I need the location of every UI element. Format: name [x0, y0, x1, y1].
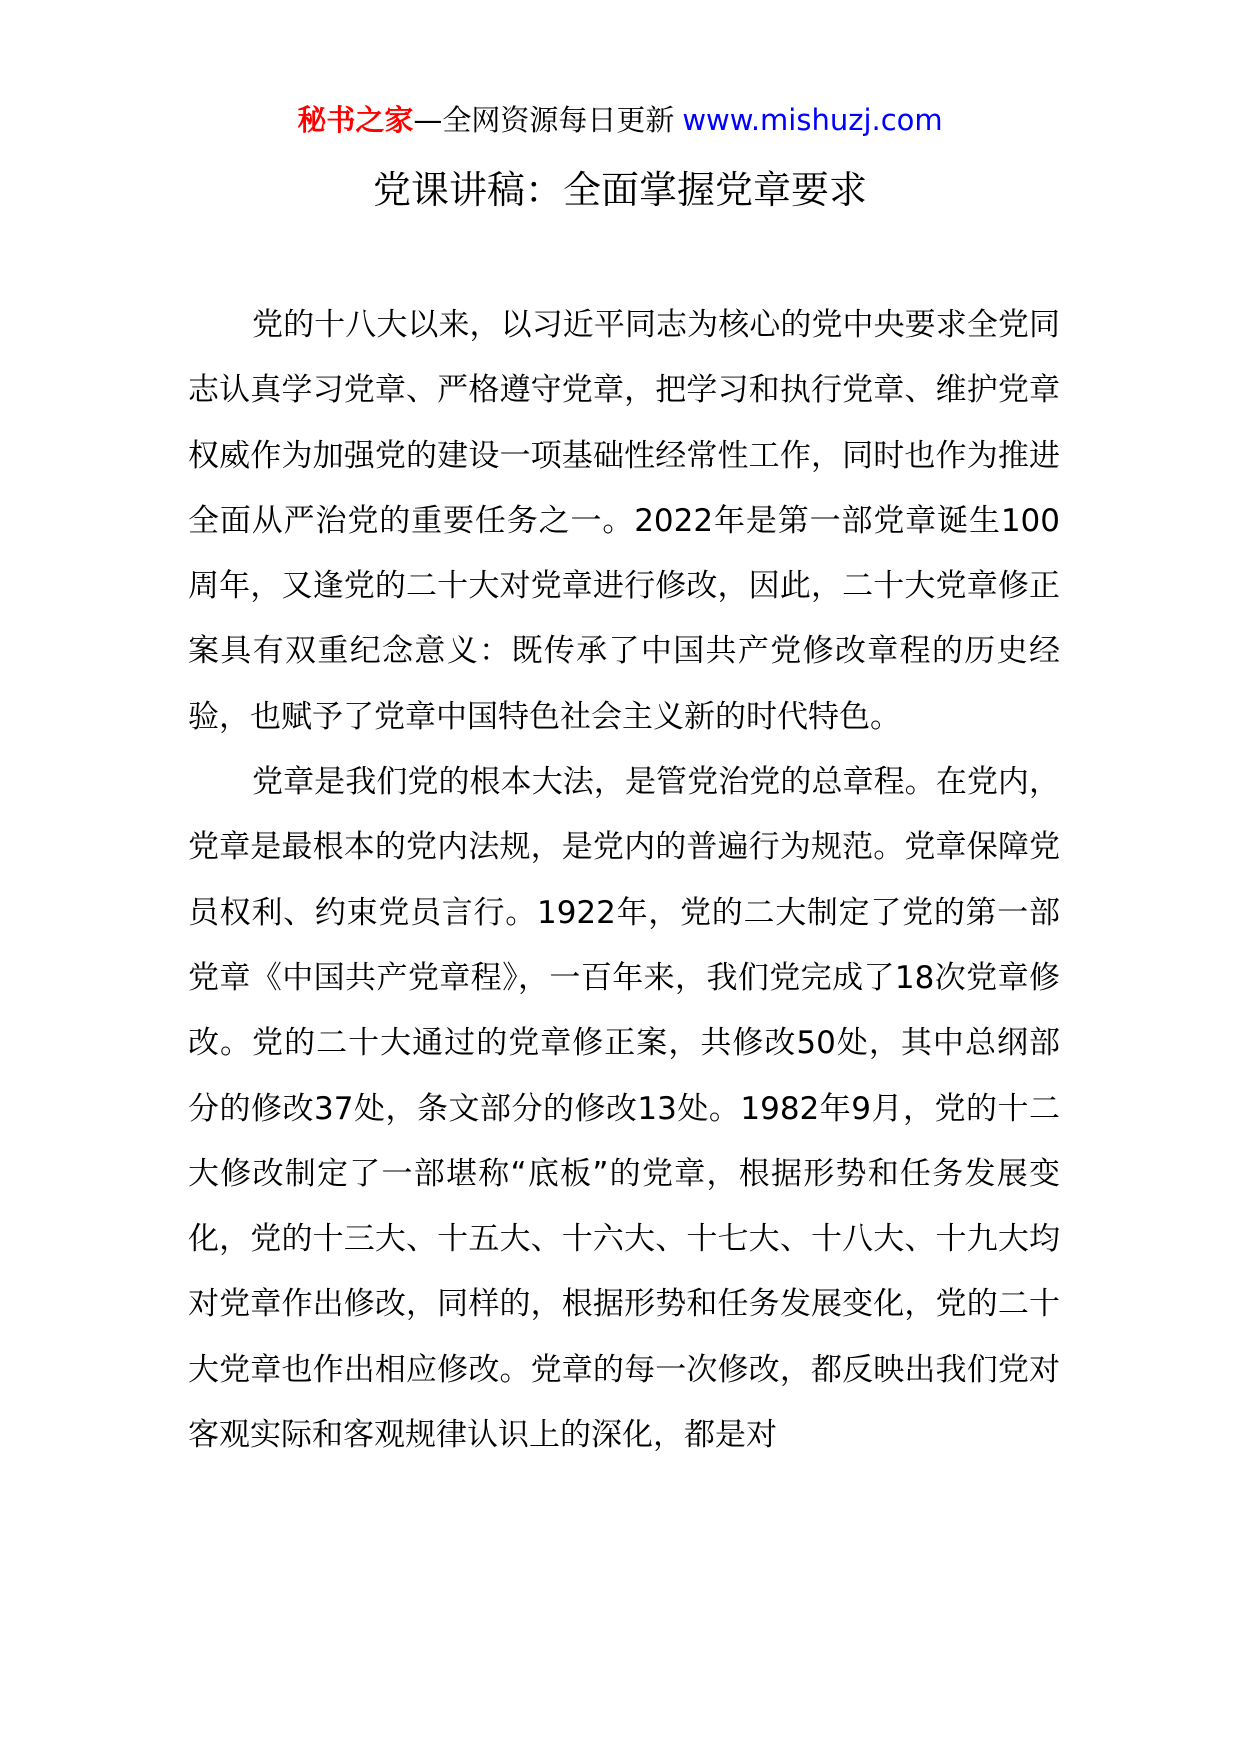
- brand-name: 秘书之家: [297, 103, 414, 137]
- paragraph-2: 党章是我们党的根本大法，是管党治党的总章程。在党内，党章是最根本的党内法规，是党内的普遍行为规范。党章保障党员权利、约束党员言行。1922年，党的二大制定了党的第一部党章《中国共产党章程》，一百年来，我们党完成了18次党章修改。党的二十大通过的党章修正案，共修改50处，其中总纲部分的修改37处，条文部分的修改13处。1982年9月，党的十二大修改制定了一部堪称“底板”的党章，根据形势和任务发展变化，党的十三大、十五大、十六大、十七大、十八大、十九大均对党章作出修改，同样的，根据形势和任务发展变化，党的二十大党章也作出相应修改。党章的每一次修改，都反映出我们党对客观实际和客观规律认识上的深化，都是对: [188, 764, 1060, 1454]
- site-url-link[interactable]: www.mishuzj.com: [682, 103, 943, 137]
- document-body: [188, 293, 1060, 1468]
- site-header: [0, 100, 1240, 140]
- paragraph-1: 党的十八大以来，以习近平同志为核心的党中央要求全党同志认真学习党章、严格遵守党章，把学习和执行党章、维护党章权威作为加强党的建设一项基础性经常性工作，同时也作为推进全面从严治党的重要任务之一。2022年是第一部党章诞生100周年，又逢党的二十大对党章进行修改，因此，二十大党章修正案具有双重纪念意义：既传承了中国共产党修改章程的历史经验，也赋予了党章中国特色社会主义新的时代特色。: [188, 307, 1060, 735]
- document-title: 党课讲稿：全面掌握党章要求: [372, 168, 867, 212]
- site-slogan: —全网资源每日更新: [413, 103, 675, 137]
